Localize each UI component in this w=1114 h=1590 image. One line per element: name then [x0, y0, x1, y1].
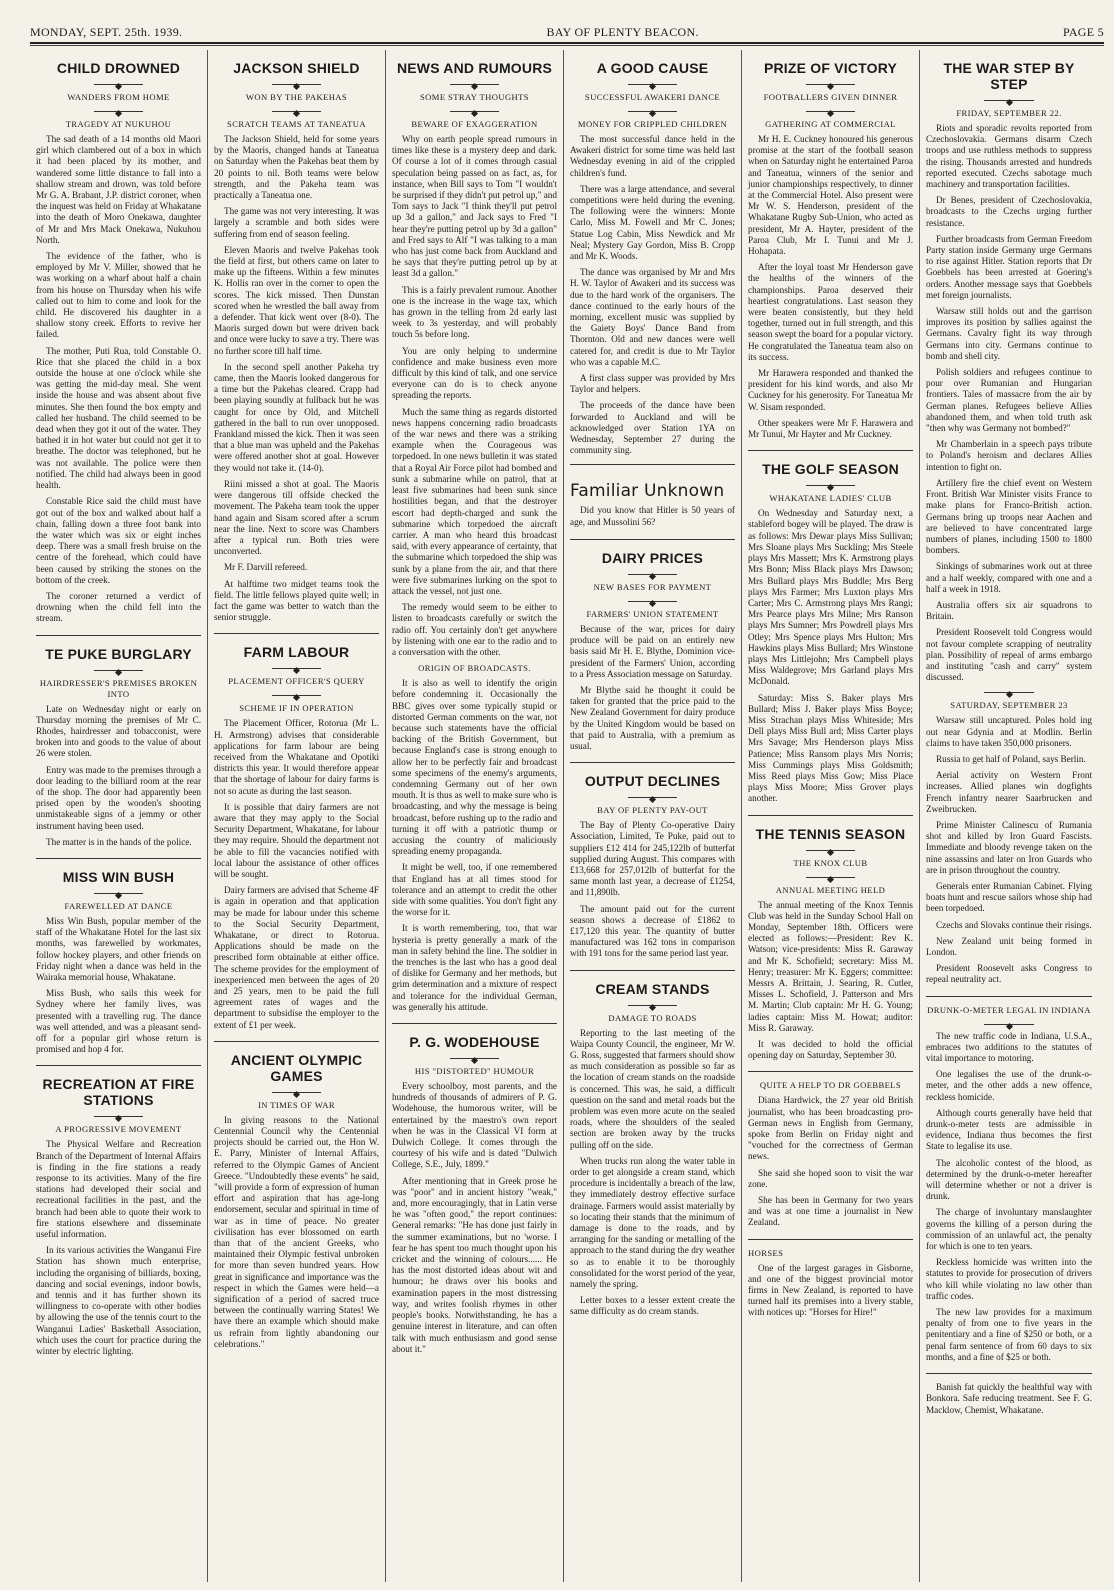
ornament	[392, 1054, 557, 1062]
article-divider	[36, 1065, 201, 1066]
paragraph: One legalises the use of the drunk-o-meter, and the other adds a new offence, reckless homicide.	[926, 1069, 1092, 1102]
paragraph: Constable Rice said the child must have got out of the box and walked about half a chain, falling down a three foot bank into the water which was six or eight inches deep. There was a small fresh bruise on the centre of the forehead, which could have been caused by striking the stones on the bottom of the creek.	[36, 496, 201, 585]
paragraph: The proceeds of the dance have been forwarded to Auckland and will be acknowledged over Station 1YA on Wednesday, September 27 during the community sing.	[570, 400, 735, 456]
ornament	[570, 80, 735, 88]
paragraph: The most successful dance held in the Awakeri district for some time was held last Wednesday evening in aid of the crippled children's fund.	[570, 134, 735, 178]
paragraph: Dairy farmers are advised that Scheme 4F is again in operation and that application may be made for labour under this scheme to the Social Security Department, Whakatane, or direct to Rotorua. Applications should be made on the prescribed form obtainable at either office. The scheme provides for the employment of inexperienced men between the ages of 20 and 25 years, men to be paid the full agreement rates of wages and the department to subsidise the employer to the extent of £1 per week.	[214, 885, 379, 1030]
subhead: SCHEME IF IN OPERATION	[239, 703, 354, 714]
headline-drunk-o-meter: DRUNK-O-METER LEGAL IN INDIANA	[927, 1004, 1091, 1015]
paragraph: After mentioning that in Greek prose he was "poor" and in ancient history "weak," and, more encouragingly, that in Latin verse he was "often good," the report continues: General remarks: "He has done just fairly in the summer examinations, but no 'worse. I fear he has spent too much thought upon his cricket and the winning of colours...... He has the most distorted ideas about wit and humour; he draws over his books and examination papers in the most distressing way, and writes foolish rhymes in other people's books. Notwithstanding, he has a genuine interest in literature, and can often talk with much enthusiasm and good sense about it."	[392, 1175, 557, 1354]
subhead: ANNUAL MEETING HELD	[775, 884, 886, 895]
article-divider	[926, 996, 1092, 997]
paragraph: President Roosevelt told Congress would not favour complete scrapping of neutrality plan. Possibility of repeal of arms embargo and instituting "cash and carry" system discussed.	[926, 627, 1092, 683]
paragraph: Riini missed a shot at goal. The Maoris were dangerous till offside checked the movement. The Pakeha team took the upper hand again and Sisam scored after a scrum near the line. Next to score was Chambers after a typical run. Both tries were unconverted.	[214, 478, 379, 557]
subhead: SCRATCH TEAMS AT TANEATUA	[227, 119, 366, 129]
paragraph: Generals enter Rumanian Cabinet. Flying boats hunt and rescue sailors whose ship had been torpedoed.	[926, 880, 1092, 914]
paragraph: Although courts generally have held that drunk-o-meter tests are admissible in evidence, Indiana thus becomes the first State to legalise its use.	[926, 1107, 1092, 1152]
ornament	[570, 597, 735, 605]
ornament	[36, 80, 201, 88]
paragraph: Reckless homicide was written into the statutes to provide for prosecution of drivers who kill while violating no law other than traffic codes.	[926, 1257, 1092, 1301]
headline-output-declines: OUTPUT DECLINES	[584, 773, 721, 790]
ornament	[214, 691, 379, 699]
headline-horses: HORSES	[748, 1247, 784, 1258]
paragraph: Entry was made to the premises through a door leading to the billiard room at the rear of the shop. The door had apparently been prised open by the wooden's shooting unmistakeable signs of a jemmy or other instrument having been used.	[36, 764, 201, 831]
article-divider	[214, 1041, 379, 1042]
headline-golf-season: THE GOLF SEASON	[762, 461, 899, 478]
paragraph: The new law provides for a maximum penalty of from one to five years in the penitentiary and a fine of $250 or both, or a penal farm sentence of from 60 days to six months, and a fine of $25 or both.	[926, 1307, 1092, 1362]
paragraph: The Bay of Plenty Co-operative Dairy Association, Limited, Te Puke, paid out to suppliers £12 414 for 245,122lb of butterfat supplied during August. This compares with £13,668 for 257,012lb of butterfat for the same month last year, a decrease of £1254, and 11,890lb.	[570, 820, 735, 898]
article-divider	[748, 1239, 913, 1240]
ornament	[36, 889, 201, 897]
ornament	[748, 846, 913, 854]
paragraph: Mr Chamberlain in a speech pays tribute to Poland's heroism and declares Allies intention to fight on.	[926, 439, 1092, 472]
subhead: A PROGRESSIVE MOVEMENT	[55, 1124, 182, 1135]
headline-te-puke-burglary: TE PUKE BURGLARY	[45, 645, 192, 662]
headline-prize-of-victory: PRIZE OF VICTORY	[763, 60, 898, 76]
ornament	[570, 570, 735, 578]
headline-child-drowned: CHILD DROWNED	[56, 60, 181, 76]
subhead: GATHERING AT COMMERCIAL	[765, 119, 896, 129]
paragraph: In the second spell another Pakeha try came, then the Maoris looked dangerous for a time but the Pakehas cleared. Crapp had been playing soundly at fullback but he was caught for once by Old, and Mitchell gathered in the ball to run over unopposed. Frankland missed the kick. Then it was seen that a blue man was upheld and the Pakehas were offered another shot at goal. However they would not take it. (14-0).	[214, 361, 379, 473]
article-divider	[214, 633, 379, 634]
article-divider	[748, 450, 913, 451]
ornament	[748, 80, 913, 88]
subhead: IN TIMES OF WAR	[257, 1099, 336, 1110]
ornament	[570, 793, 735, 801]
paragraph: Letter boxes to a lesser extent create the same difficulty as do cream stands.	[570, 1295, 735, 1317]
subhead: TRAGEDY AT NUKUHOU	[65, 119, 172, 129]
paragraph: Polish soldiers and refugees continue to pour over Rumanian and Hungarian frontiers. Tales of massacre from the air by German planes. Refugees believe Allies abandoned them, and when told truth ask "then why was Germany not bombed?"	[926, 367, 1092, 434]
paragraph: Australia offers six air squadrons to Britain.	[926, 599, 1092, 622]
paragraph: The matter is in the hands of the police.	[46, 836, 192, 847]
ornament	[36, 107, 201, 115]
paragraph: Aerial activity on Western Front increases. Allied planes win dogfights French infantry nearer Saarbrucken and Zweibrucken.	[926, 770, 1092, 814]
paragraph: Every schoolboy, most parents, and the hundreds of thousands of admirers of P. G. Wodehouse, the humorous writer, will be entertained by the maestro's own report when he was in the Classical VI form at Dulwich College. It comes through the courtesy of his wife and is dated "Dulwich College, S.E., July, 1899."	[392, 1081, 557, 1170]
page-number: PAGE 5	[1062, 24, 1104, 39]
headline-tennis-season: THE TENNIS SEASON	[755, 825, 906, 842]
paragraph: There was a large attendance, and several competitions were held during the evening. The following were the winners: Monte Carlo, Miss M. Fowell and Mr C. Jones; Statue Log Cabin, Miss Newdick and Mr Neal; Mystery Gay Gordon, Miss B. Cropp and Mr K. Woods.	[570, 183, 735, 262]
column-1	[30, 50, 208, 1582]
subhead: MONEY FOR CRIPPLED CHILDREN	[577, 119, 728, 129]
ornament	[214, 1088, 379, 1096]
paragraph: Much the same thing as regards distorted news happens concerning radio broadcasts of the war news and there was a striking example when the Courageous was torpedoed. In one news bulletin it was stated that a Royal Air Force pilot had bombed and sunk a submarine while on patrol, that at least five submarines had been sunk since hostilities began, and that the destroyer escort had depth-charged and sunk the submarine which torpedoed the aircraft carrier. A man who heard this broadcast said, with every appearance of certainty, that the submarine which torpedoed the ship was sunk by a plane from the air, and that there were five submarines lurking on the spot to attack the vessel, not just one.	[392, 406, 557, 596]
advertisement-bonkora: Banish fat quickly the healthful way with Bonkora. Safe reducing treatment. See F. G. Macklow, Chemist, Whakatane.	[926, 1382, 1092, 1415]
masthead-rule-thin	[30, 45, 1104, 46]
article-divider	[926, 1373, 1092, 1374]
headline-news-and-rumours: NEWS AND RUMOURS	[396, 60, 553, 76]
paragraph: It is worth remembering, too, that war hysteria is pretty generally a mark of the man in safety behind the line. The soldier in the trenches is the last who has a good deal of dislike for Germany and her methods, but grim determination and a mixture of respect and tolerance for the individual German, was generally his attitude.	[392, 923, 557, 1012]
headline-farm-labour: FARM LABOUR	[243, 644, 350, 661]
paragraph: When trucks run along the water table in order to get alongside a cream stand, which procedure is incidentally a breach of the law, they immediately destroy effective surface drainage. Farmers would assist materially by so locating their stands that the minimum of damage is done to the roads, and by arranging for the sanding or metalling of the approach to the stand during the dry weather so as to enable it to be thoroughly consolidated for the worst period of the year, namely the spring.	[570, 1155, 735, 1290]
date-subhead: FRIDAY, SEPTEMBER 22.	[956, 108, 1062, 118]
headline-ancient-olympic-games: ANCIENT OLYMPIC GAMES	[230, 1051, 363, 1084]
paragraph: President Roosevelt asks Congress to repeal neutrality act.	[926, 963, 1092, 985]
paragraph: Artillery fire the chief event on Western Front. British War Minister visits France to make plans for Franco-British action. Germans bring up troops near Aachen and are believed to have concentrated large numbers of planes, including 1500 to 1800 bombers.	[926, 477, 1092, 556]
paragraph: Sinkings of submarines work out at three and a half weekly, compared with one and a half a week in 1918.	[926, 561, 1092, 594]
subhead: WON BY THE PAKEHAS	[245, 92, 348, 102]
paragraph: The sad death of a 14 months old Maori girl which clambered out of a box in which it had been placed by its mother, and wandered some little distance to fall into a shallow stream and drown, was told before Mr G. A. Brabant, J.P. district coroner, when the inquest was held on Friday at Whakatane into the death of Moro Onekawa, daughter of Mr and Mrs Mack Onekawa, Nukuhou North.	[36, 134, 201, 245]
ornament	[926, 688, 1092, 696]
paragraph: The coroner returned a verdict of drowning when the child fell into the stream.	[36, 590, 201, 624]
subhead: WANDERS FROM HOME	[67, 92, 170, 102]
paragraph: Saturday: Miss S. Baker plays Mrs Bullard; Miss J. Baker plays Miss Boyce; Miss Strachan plays Miss Whiteside; Mrs Dell plays Miss Bull ard; Miss Carter plays Mrs Savage; Mrs Henderson plays Miss Patience; Miss Ransom plays Mrs Norris; Miss Cummings plays Miss Goldsmith; Miss Reed plays Miss Gow; Miss Place plays Miss Moore; Miss Grover plays another.	[748, 692, 913, 804]
column-5	[742, 50, 920, 1582]
paragraph: It is also as well to identify the origin before condemning it. Occasionally the BBC gives over some typically stupid or distorted German comments on the war, not because such statements have the official backing of the British Government, but because England's case is strong enough to allow her to be perfectly fair and broadcast some specimens of the enemy's arguments, condemning Germany out of her own mouth. It is thus as well to make sure who is broadcasting, and why the message is being broadcast, before rushing up to the radio and turning it off with a patriotic thump or accusing the country of maliciously spreading enemy propaganda.	[392, 678, 557, 857]
paragraph: Reporting to the last meeting of the Waipa County Council, the engineer, Mr W. G. Ross, suggested that farmers should show as much consideration as possible so far as the location of cream stands on the roadside is concerned. This was, he said, a difficult question on the sand and metal roads but the problem was even more acute on the sealed roads, where the shoulders of the sealed section are broken away by the trucks pulling off on the side.	[570, 1027, 735, 1150]
paragraph: The amount paid out for the current season shows a decrease of £1862 to £17,120 this year. The quantity of butter manufactured was 162 tons in comparison with 191 tons for the same period last year.	[570, 903, 735, 959]
subhead: FARMERS' UNION STATEMENT	[586, 608, 719, 619]
article-divider	[570, 762, 735, 763]
subhead: FAREWELLED AT DANCE	[64, 900, 173, 911]
paragraph: It was decided to hold the official opening day on Saturday, September 30.	[748, 1039, 913, 1061]
paragraph: Riots and sporadic revolts reported from Czechoslovakia. Germans disarm Czech troops and use ruthless methods to suppress the rising. Thousands arrested and hundreds reported executed. Czechs sabotage much machinery and transportation facilities.	[926, 123, 1092, 190]
ornament	[570, 107, 735, 115]
ornament	[392, 80, 557, 88]
paragraph: Dr Benes, president of Czechoslovakia, broadcasts to the Czechs urging further resistance.	[926, 195, 1092, 228]
headline-wodehouse: P. G. WODEHOUSE	[409, 1034, 540, 1051]
article-divider	[748, 815, 913, 816]
paper-name: BAY OF PLENTY BEACON.	[546, 24, 699, 39]
columns	[30, 50, 1104, 1582]
ornament	[392, 107, 557, 115]
paragraph: At halftime two midget teams took the field. The little fellows played quite well; in fact the game was better to watch than the senior struggle.	[214, 578, 379, 623]
paragraph: She has been in Germany for two years and was at one time a journalist in New Zealand.	[748, 1195, 913, 1228]
masthead	[30, 24, 1104, 40]
subhead: SOME STRAY THOUGHTS	[420, 92, 529, 102]
column-3	[386, 50, 564, 1582]
paragraph: Czechs and Slovaks continue their risings.	[936, 919, 1092, 930]
paragraph: Why on earth people spread rumours in times like these is a mystery deep and dark. Of course a lot of it comes through casual speculation being passed on as fact, as, for instance, when Bill says to Tom "I wouldn't be surprised if they didn't put petrol up," and Tom says to Jack "I think they'll put petrol up 3d a gallon," and Jack says to Fred "I hear they're putting petrol up by 3d a gallon" and Fred says to Alf "I was talking to a man who has just come back from Auckland and he says that they're putting petrol up by at least 3d a gallon."	[392, 134, 557, 279]
subhead: DAMAGE TO ROADS	[608, 1012, 697, 1023]
paragraph: Mr F. Darvill refereed.	[224, 562, 308, 573]
ornament	[36, 1112, 201, 1120]
article-divider	[392, 1023, 557, 1024]
column-6	[920, 50, 1098, 1582]
paragraph: It is possible that dairy farmers are not aware that they may apply to the Social Security Department, Whakatane, for labour they may require. Should the department not be able to fill the vacancies notified with local labour the assistance of other offices will be sought.	[214, 801, 379, 879]
paragraph: Mr Blythe said he thought it could be taken for granted that the price paid to the New Zealand Government for dairy produce by the United Kingdom would be based on that paid to Australia, with a premium as usual.	[570, 684, 735, 751]
subhead: HAIRDRESSER'S PREMISES BROKEN INTO	[39, 677, 198, 699]
ornament	[748, 107, 913, 115]
ornament	[214, 664, 379, 672]
paragraph: A first class supper was provided by Mrs Taylor and helpers.	[570, 373, 735, 395]
paragraph: The evidence of the father, who is employed by Mr V. Miller, showed that he was working on a wharf about half a chain from his house on Thursday when his wife called out to him to come and look for the child. He discovered his daughter in a shallow stony creek. Efforts to revive her failed.	[36, 251, 201, 340]
column-4	[564, 50, 742, 1582]
article-divider	[748, 1071, 913, 1072]
masthead-rule	[30, 42, 1104, 44]
paragraph: The mother, Puti Rua, told Constable O. Rice that she placed the child in a box outside the house at one o'clock while she was getting the mid-day meal. She went inside the house and was absent about five minutes. She then found the box empty and called her husband. The child seemed to be dead when they got it out of the water. They bathed it in hot water but could not get it to breathe. The doctor was telephoned, but he was not available. The police were then notified. The child had always been in good health.	[36, 345, 201, 491]
paragraph: It might be well, too, if one remembered that England has at all times stood for tolerance and an attempt to credit the other side with some qualities. You don't fight any the worse for it.	[392, 862, 557, 918]
paragraph: On Wednesday and Saturday next, a stableford bogey will be played. The draw is as follows: Mrs Dewar plays Miss Sullivan; Mrs Sloane plays Mrs Suckling; Mrs Steele plays Mrs Massett; Mrs K. Armstrong plays Mrs Bonn; Miss Black plays Mrs Dawson; Mrs Bullard plays Mrs Buddle; Mrs Berg plays Mrs Farmer; Mrs Luxton plays Mrs Carter; Mrs C. Armstrong plays Mrs Rangi; Mrs Pearce plays Mrs Milne; Mrs Ranson plays Mrs Sumner; Mrs Powdrell plays Mrs Otley; Mrs Spence plays Mrs Hulton; Mrs Hawkins plays Miss Bullard; Mrs Winstone plays Mrs Littlejohn; Mrs Campbell plays Miss Waldegrove; Mrs Garland plays Mrs McDonald.	[748, 508, 913, 687]
ornament	[926, 1020, 1092, 1028]
ornament	[748, 481, 913, 489]
article-divider	[36, 858, 201, 859]
headline-cream-stands: CREAM STANDS	[595, 980, 710, 997]
subhead: HIS "DISTORTED" HUMOUR	[414, 1066, 535, 1077]
paragraph: In giving reasons to the National Centennial Council why the Centennial projects should be carried out, the Hon W. E. Parry, Minister of Internal Affairs, referred to the Olympic Games of Ancient Greece. "Undoubtedly these events" he said, "will provide a form of expression of human effort and aspiration that has age-long endorsement, secular and spiritual in time of war as in time of peace. No greater civilisation has ever blossomed on earth than that of the ancient Greeks, who maintained their Olympic festival unbroken for more than seven hundred years. How great in significance and importance was the respect in which the Games were held—a signification of a period of sacred truce between the continually warring States! We have there an example which should make us refrain from lightly abandoning our celebrations."	[214, 1114, 379, 1349]
article-divider	[36, 635, 201, 636]
subhead: SUCCESSFUL AWAKERI DANCE	[584, 92, 721, 102]
subhead: BAY OF PLENTY PAY-OUT	[597, 805, 708, 816]
paragraph: In its various activities the Wanganui Fire Station has shown much enterprise, including the organising of billiards, boxing, dancing and social evenings, indoor bowls, and tennis and it has further shown its willingness to co-operate with other bodies by allowing the use of the tennis court to the Wanganui Ladies' Basketball Association, which uses the court for practice during the winter by electric lighting.	[36, 1245, 201, 1357]
column-2	[208, 50, 386, 1582]
paragraph: You are only helping to undermine confidence and make business even more difficult by this kind of talk, and one service everyone can do is to check anyone spreading the reports.	[392, 345, 557, 401]
ornament	[214, 80, 379, 88]
paragraph: Did you know that Hitler is 50 years of age, and Mussolini 56?	[570, 505, 735, 527]
paragraph: This is a fairly prevalent rumour. Another one is the increase in the wage tax, which has grown in the telling from 2d early last week to 3s yesterday, and will probably touch 5s before long.	[392, 284, 557, 340]
headline-jackson-shield: JACKSON SHIELD	[233, 60, 360, 76]
paragraph: Mr Harawera responded and thanked the president for his kind words, and also Mr Cuckney for his generosity. For Taneatua Mr W. Sisam responded.	[748, 368, 913, 412]
paragraph: The charge of involuntary manslaughter governs the killing of a person during the commission of an unlawful act, the penalty for which is one to ten years.	[926, 1207, 1092, 1252]
paragraph: Prime Minister Calinescu of Rumania shot and killed by Iron Guard Fascists. Immediate and bloody revenge taken on the nine assassins and later on Iron Guards who are in prison throughout the country.	[926, 819, 1092, 875]
headline-miss-win-bush: MISS WIN BUSH	[62, 868, 175, 885]
issue-date: MONDAY, SEPT. 25th. 1939.	[30, 24, 183, 39]
subhead: BEWARE OF EXAGGERATION	[411, 119, 538, 129]
ornament	[926, 96, 1092, 104]
paragraph: The new traffic code in Indiana, U.S.A., embraces two additions to the statutes of vital importance to motoring.	[926, 1030, 1092, 1064]
headline-dairy-prices: DAIRY PRICES	[601, 549, 704, 566]
subhead: PLACEMENT OFFICER'S QUERY	[228, 676, 365, 687]
paragraph: The Physical Welfare and Recreation Branch of the Department of Internal Affairs is finding in the fire stations a ready response to its activities. Many of the fire stations had developed their social and recreational facilities in the past, and the branch had been able to quote their work to fire stations elsewhere and disseminate useful information.	[36, 1139, 201, 1240]
headline-a-good-cause: A GOOD CAUSE	[596, 60, 709, 76]
paragraph: The game was not very interesting. It was largely a scramble and both sides were suffering from end of season feeling.	[214, 206, 379, 239]
paragraph: She said she hoped soon to visit the war zone.	[748, 1167, 913, 1189]
subhead: THE KNOX CLUB	[793, 857, 868, 868]
paragraph: The Jackson Shield, held for some years by the Maoris, changed hands at Taneatua on Saturday when the Pakehas beat them by 20 points to nil. Both teams were below strength, and the Pakeha team was practically a Taneatua one.	[214, 134, 379, 201]
paragraph: The remedy would seem to be either to listen to broadcasts carefully or switch the radio off. You certainly don't get anywhere by listening with one ear to the radio and to a conversation with the other.	[392, 602, 557, 657]
paragraph: Eleven Maoris and twelve Pakehas took the field at first, but others came on later to make up the fifteens. Within a few minutes K. Hollis ran over in the corner to open the scores. The kick missed. Then Dunstan scored when he wrestled the ball away from a defender. That kick went over (8-0). The Maoris surged down but were driven back and once were lucky to save a try. There was no further score till half time.	[214, 244, 379, 356]
paragraph: Miss Bush, who sails this week for Sydney where her family lives, was presented with a travelling rug. The dance was well attended, and was a pleasant send-off for a popular girl whose return is promised and hop 4 for.	[36, 988, 201, 1055]
ornament	[748, 873, 913, 881]
paragraph: Warsaw still uncaptured. Poles hold ing out near Gdynia and at Modlin. Berlin claims to have taken 350,000 prisoners.	[926, 715, 1092, 748]
paragraph: After the loyal toast Mr Henderson gave the healths of the winners of the championships. Paroa deserved their heartiest congratulations. Last season they were beaten consistently, but they held together, turned out in full strength, and this season swept the board for a popular victory. He congratulated the Taneatua team also on its success.	[748, 262, 913, 362]
paragraph: The Placement Officer, Rotorua (Mr L. H. Armstrong) advises that considerable applications for farm labour are being received from the Whakatane and Opotiki districts this year. It would therefore appear that the shortage of labour for dairy farms is not so acute as during the last season.	[214, 718, 379, 796]
paragraph: Miss Win Bush, popular member of the staff of the Whakatane Hotel for the last six months, was farewelled by workmates, follow hockey players, and other friends on Friday night when a dance was held in the Wairaka memorial house, Whakatane.	[36, 915, 201, 982]
ornament	[214, 107, 379, 115]
headline-recreation-fire-stations: RECREATION AT FIRE STATIONS	[42, 1076, 195, 1109]
ornament	[570, 1001, 735, 1009]
paragraph: Other speakers were Mr F. Harawera and Mr Tunui, Mr Hayter and Mr Cuckney.	[748, 417, 913, 440]
headline-war-step-by-step: THE WAR STEP BY STEP	[943, 60, 1075, 92]
paragraph: The alcoholic contest of the blood, as determined by the drunk-o-meter hereafter will determine whether or not a driver is drunk.	[926, 1157, 1092, 1202]
paragraph: The annual meeting of the Knox Tennis Club was held in the Sunday School Hall on Monday, September 18th. Officers were elected as follows:—President: Rev K. Watson; vice-presidents: Miss R. Garaway and Mr K. Schofield; secretary: Miss M. Henry; treasurer: Mr K. Eggers; committee: Messrs A. Brittain, J. Searing, R. Cutler, Misses L. Schofield, J. Patterson and Mrs M. Martin; Club captain: Mr H. G. Young; ladies captain: Miss M. Howat; auditor: Miss R. Garaway.	[748, 899, 913, 1033]
subhead: NEW BASES FOR PAYMENT	[593, 581, 712, 592]
paragraph: The dance was organised by Mr and Mrs H. W. Taylor of Awakeri and its success was due to the hard work of the organisers. The dance continued to the early hours of the morning, excellent music was supplied by the Gaiety Boys' Dance Band from Thornton. Old and new dances were well catered for, and credit is due to Mr Taylor who was a capable M.C.	[570, 267, 735, 367]
article-divider	[570, 970, 735, 971]
paragraph: Because of the war, prices for dairy produce will be paid on an entirely new basis said Mr H. E. Blythe, Dominion vice-president of the Farmers' Union, according to a Press Association message on Saturday.	[570, 623, 735, 679]
headline-goebbels: QUITE A HELP TO DR GOEBBELS	[759, 1080, 902, 1091]
headline-familiar-unknown: Familiar Unknown	[570, 481, 725, 502]
paragraph: Diana Hardwick, the 27 year old British journalist, who has been broadcasting pro-German news in English from Germany, spoke from Berlin on Friday night and "vouched for the correctness of German news.	[748, 1095, 913, 1162]
subhead: ORIGIN OF BROADCASTS.	[418, 663, 531, 674]
paragraph: One of the largest garages in Gisborne, and one of the biggest provincial motor firms in New Zealand, is reported to have turned half its premises into a livery stable, with notices up: "Horses for Hire!"	[748, 1262, 913, 1318]
subhead: FOOTBALLERS GIVEN DINNER	[763, 92, 898, 102]
paragraph: Further broadcasts from German Freedom Party station inside Germany urge Germans to rise against Hitler. Station reports that Dr Goebbels has been arrested at Goering's orders. Another message says that Goebbels met foreign journalists.	[926, 233, 1092, 300]
paragraph: Late on Wednesday night or early on Thursday morning the premises of Mr C. Rhodes, hairdresser and tobacconist, were broken into and goods to the value of about 26 were stolen.	[36, 703, 201, 759]
subhead: WHAKATANE LADIES' CLUB	[769, 493, 892, 504]
date-subhead: SATURDAY, SEPTEMBER 23	[950, 700, 1068, 711]
ornament	[36, 666, 201, 674]
paragraph: Mr H. E. Cuckney honoured his generous promise at the start of the football season when on Saturday night he entertained Paroa and Taneatua, winners of the senior and junior championships respectively, to dinner at the Commercial Hotel. Also present were Mr W. S. Henderson, president of the Whakatane Rugby Sub-Union, who acted as president, Mr A. Hayter, president of the Paroa Club, Mr I. Tunui and Mr J. Hohapata.	[748, 134, 913, 257]
paragraph: New Zealand unit being formed in London.	[926, 935, 1092, 957]
paragraph: Russia to get half of Poland, says Berlin.	[936, 753, 1086, 764]
paragraph: Warsaw still holds out and the garrison improves its position by sallies against the Germans. Cavalry fight its way through Germans into city. Germans continue to bomb and shell city.	[926, 306, 1092, 361]
familiar-unknown-box	[570, 464, 735, 539]
